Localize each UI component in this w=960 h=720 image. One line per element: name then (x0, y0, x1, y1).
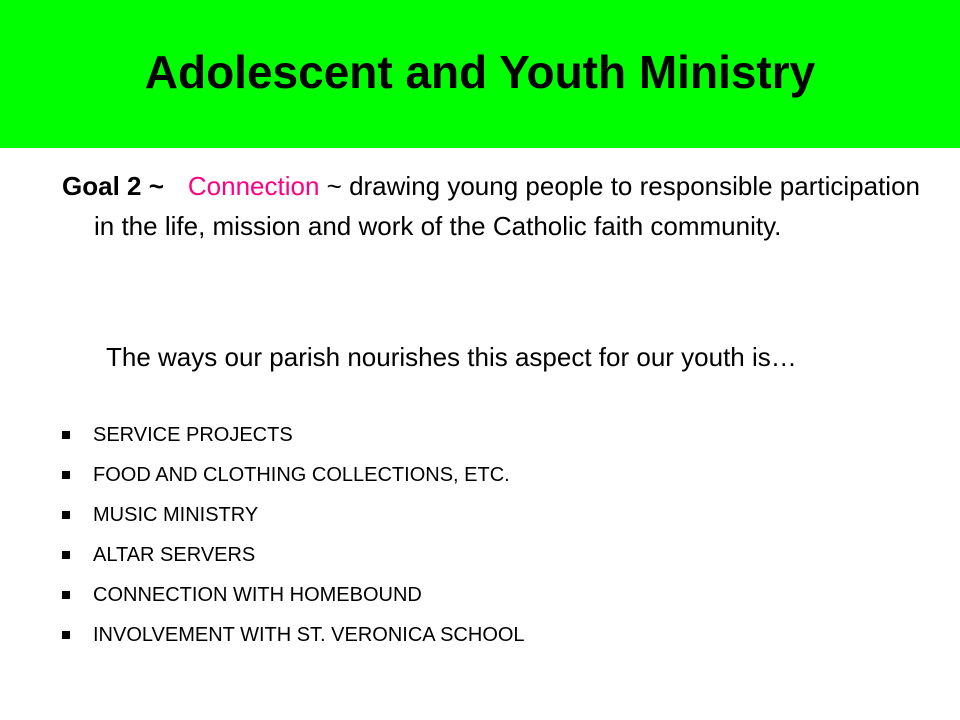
square-bullet-icon (62, 511, 70, 519)
square-bullet-icon (62, 631, 70, 639)
title-bar (0, 0, 960, 148)
ways-text: The ways our parish nourishes this aspect for our youth is… (106, 342, 797, 372)
bullet-item (60, 500, 920, 540)
bullet-text: SERVICE PROJECTS (93, 424, 293, 446)
goal-statement (62, 166, 924, 246)
slide-title: Adolescent and Youth Ministry (144, 46, 816, 98)
square-bullet-icon (62, 431, 70, 439)
bullet-item (60, 620, 920, 660)
bullet-text: FOOD AND CLOTHING COLLECTIONS, ETC. (93, 464, 510, 486)
bullet-item (60, 420, 920, 460)
bullet-item (60, 580, 920, 620)
bullet-text: INVOLVEMENT WITH ST. VERONICA SCHOOL (93, 624, 525, 646)
goal-keyword: Connection (187, 171, 320, 201)
bullet-item (60, 460, 920, 500)
bullet-list (60, 420, 920, 660)
square-bullet-icon (62, 551, 70, 559)
square-bullet-icon (62, 591, 70, 599)
bullet-text: MUSIC MINISTRY (93, 504, 259, 526)
goal-description: ~ drawing young people to responsible participation in the life, mission and work of the Catholic faith community. (94, 171, 921, 241)
bullet-text: ALTAR SERVERS (93, 544, 256, 566)
bullet-text: CONNECTION WITH HOMEBOUND (93, 584, 422, 606)
bullet-item (60, 540, 920, 580)
goal-label: Goal 2 ~ (62, 171, 164, 201)
square-bullet-icon (62, 471, 70, 479)
ways-intro (62, 338, 924, 376)
